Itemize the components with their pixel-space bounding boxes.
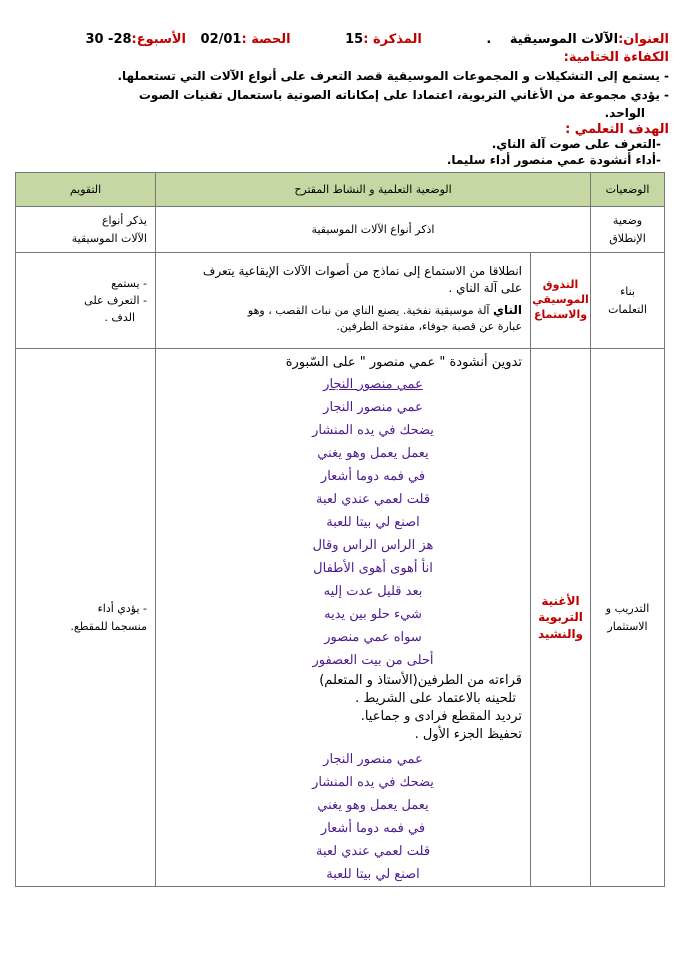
poem-part-one	[156, 748, 530, 886]
poem-line: اصنع لي بيتا للعبة	[326, 515, 420, 530]
eval-practice	[16, 349, 156, 887]
stage-launch-2: الإنطلاق	[609, 231, 646, 245]
poem-line: انأ أهوى أهوى الأطفال	[313, 561, 433, 576]
label-song	[531, 349, 591, 887]
eval-practice-2: منسجما للمقطع.	[70, 619, 147, 633]
label-song-2: التربوية	[538, 610, 583, 625]
poem-line: في فمه دوما أشعار	[320, 821, 426, 836]
poem-line: يعمل يعمل وهو يغني	[317, 446, 429, 461]
step-item: تلحينه بالاعتماد على الشريط .	[355, 691, 517, 706]
label-song-3: والنشيد	[538, 626, 584, 641]
poem-line: عمي منصور النجار	[323, 752, 423, 767]
poem-line: بعد قليل عدت إليه	[323, 584, 423, 599]
stage-practice-1: التدريب و	[605, 601, 650, 615]
label-song-1: الأغنية	[541, 594, 580, 609]
title-label: العنوان:	[618, 32, 669, 47]
session-label: الحصة :	[241, 32, 291, 47]
label-listening-2: الموسيقي	[532, 293, 589, 307]
poem-line: يضحك في يده المنشار	[312, 775, 434, 790]
competence-2: - يؤدي مجموعة من الأغاني التربوية، اعتمادا على إمكاناته الصوتية باستعمال تقنيات الصوت	[138, 88, 669, 102]
activity-building-1: انطلاقا من الاستماع إلى نماذج من أصوات الآلات الإيقاعية يتعرف	[202, 264, 523, 278]
row-launch	[16, 207, 665, 253]
poem-line: يعمل يعمل وهو يغني	[317, 798, 429, 813]
week-label: الأسبوع:	[131, 32, 187, 47]
nay-line-1: آلة موسيقية نفخية. يصنع الناي من نبات القصب ، وهو	[247, 303, 493, 317]
song-title: عمي منصور النجار	[323, 377, 423, 392]
nay-term: الناي	[492, 302, 523, 317]
eval-launch-1: يذكر أنواع	[101, 214, 147, 228]
stage-building-1: بناء	[620, 284, 635, 298]
step-item: تحفيظ الجزء الأول .	[414, 727, 523, 742]
session-value: 02/01	[200, 32, 242, 47]
step-item: ترديد المقطع فرادى و جماعيا.	[360, 709, 523, 724]
competence-2-cont: الواحد.	[604, 106, 645, 120]
eval-launch-2: الآلات الموسيقية	[71, 231, 147, 245]
teaching-steps	[156, 672, 530, 744]
dot: .	[486, 32, 492, 47]
stage-building-2: التعلمات	[608, 302, 647, 316]
poem-line: سواه عمي منصور	[324, 630, 422, 645]
lesson-header	[0, 0, 679, 172]
header-activity: الوضعية التعلمية و النشاط المقترح	[156, 173, 591, 207]
title-line	[85, 32, 669, 47]
stage-building	[591, 253, 665, 349]
title-value: الآلات الموسيقية	[509, 32, 619, 47]
objective-label: الهدف التعلمي :	[565, 122, 669, 137]
memo-label: المذكرة :	[363, 32, 422, 47]
eval-building-1: - يستمع	[111, 276, 147, 290]
stage-launch	[591, 207, 665, 253]
poem-line: يضحك في يده المنشار	[312, 423, 434, 438]
objective-2: -أداء أنشودة عمي منصور أداء سليما.	[446, 153, 661, 167]
poem-full	[156, 373, 530, 672]
activity-launch: اذكر أنواع الآلات الموسيقية	[156, 207, 591, 253]
nay-definition	[164, 302, 522, 319]
poem-line: في فمه دوما أشعار	[320, 469, 426, 484]
poem-line: اصنع لي بيتا للعبة	[326, 867, 420, 882]
stage-practice	[591, 349, 665, 887]
nay-line-2: عبارة عن قصبة جوفاء، مفتوحة الطرفين.	[336, 320, 523, 334]
table-header-row	[16, 173, 665, 207]
header-evaluation: التقويم	[16, 173, 156, 207]
label-listening-3: والاستماع	[533, 307, 588, 321]
poem-line: قلت لعمي عندي لعبة	[315, 844, 431, 859]
lesson-plan-table	[15, 172, 665, 887]
activity-building	[156, 253, 531, 349]
header-stages: الوضعيات	[591, 173, 665, 207]
objective-1: -التعرف على صوت آلة الناي.	[491, 137, 661, 151]
stage-launch-1: وضعية	[612, 213, 643, 227]
poem-line: أحلى من بيت العصفور	[312, 653, 434, 668]
eval-launch	[16, 207, 156, 253]
eval-building-3: الدف .	[104, 311, 135, 325]
poem-line: عمي منصور النجار	[323, 400, 423, 415]
step-item: قراءته من الطرفين(الأستاذ و المتعلم)	[319, 673, 523, 688]
stage-practice-2: الاستثمار	[607, 619, 648, 633]
eval-building	[16, 253, 156, 349]
row-building	[16, 253, 665, 349]
poem-line: شيء حلو بين يديه	[324, 607, 422, 622]
competence-1: - يستمع إلى التشكيلات و المجموعات الموسيقية قصد التعرف على أنواع الآلات التي تستعملها.	[117, 69, 669, 83]
eval-practice-1: - يؤدي أداء	[97, 602, 147, 616]
eval-building-2: - التعرف على	[84, 293, 147, 307]
poem-line: هز الراس الراس وقال	[312, 538, 434, 553]
week-value: 28- 30	[85, 32, 132, 47]
memo-value: 15	[345, 32, 364, 47]
competence-label: الكفاءة الختامية:	[563, 50, 669, 65]
label-listening	[531, 253, 591, 349]
poem-line: قلت لعمي عندي لعبة	[315, 492, 431, 507]
row-practice	[16, 349, 665, 887]
activity-practice	[156, 349, 531, 887]
activity-building-2: على آلة الناي .	[448, 281, 523, 296]
label-listening-1: التذوق	[542, 278, 579, 292]
song-intro: تدوين أنشودة " عمي منصور " على السّبورة	[285, 355, 523, 370]
